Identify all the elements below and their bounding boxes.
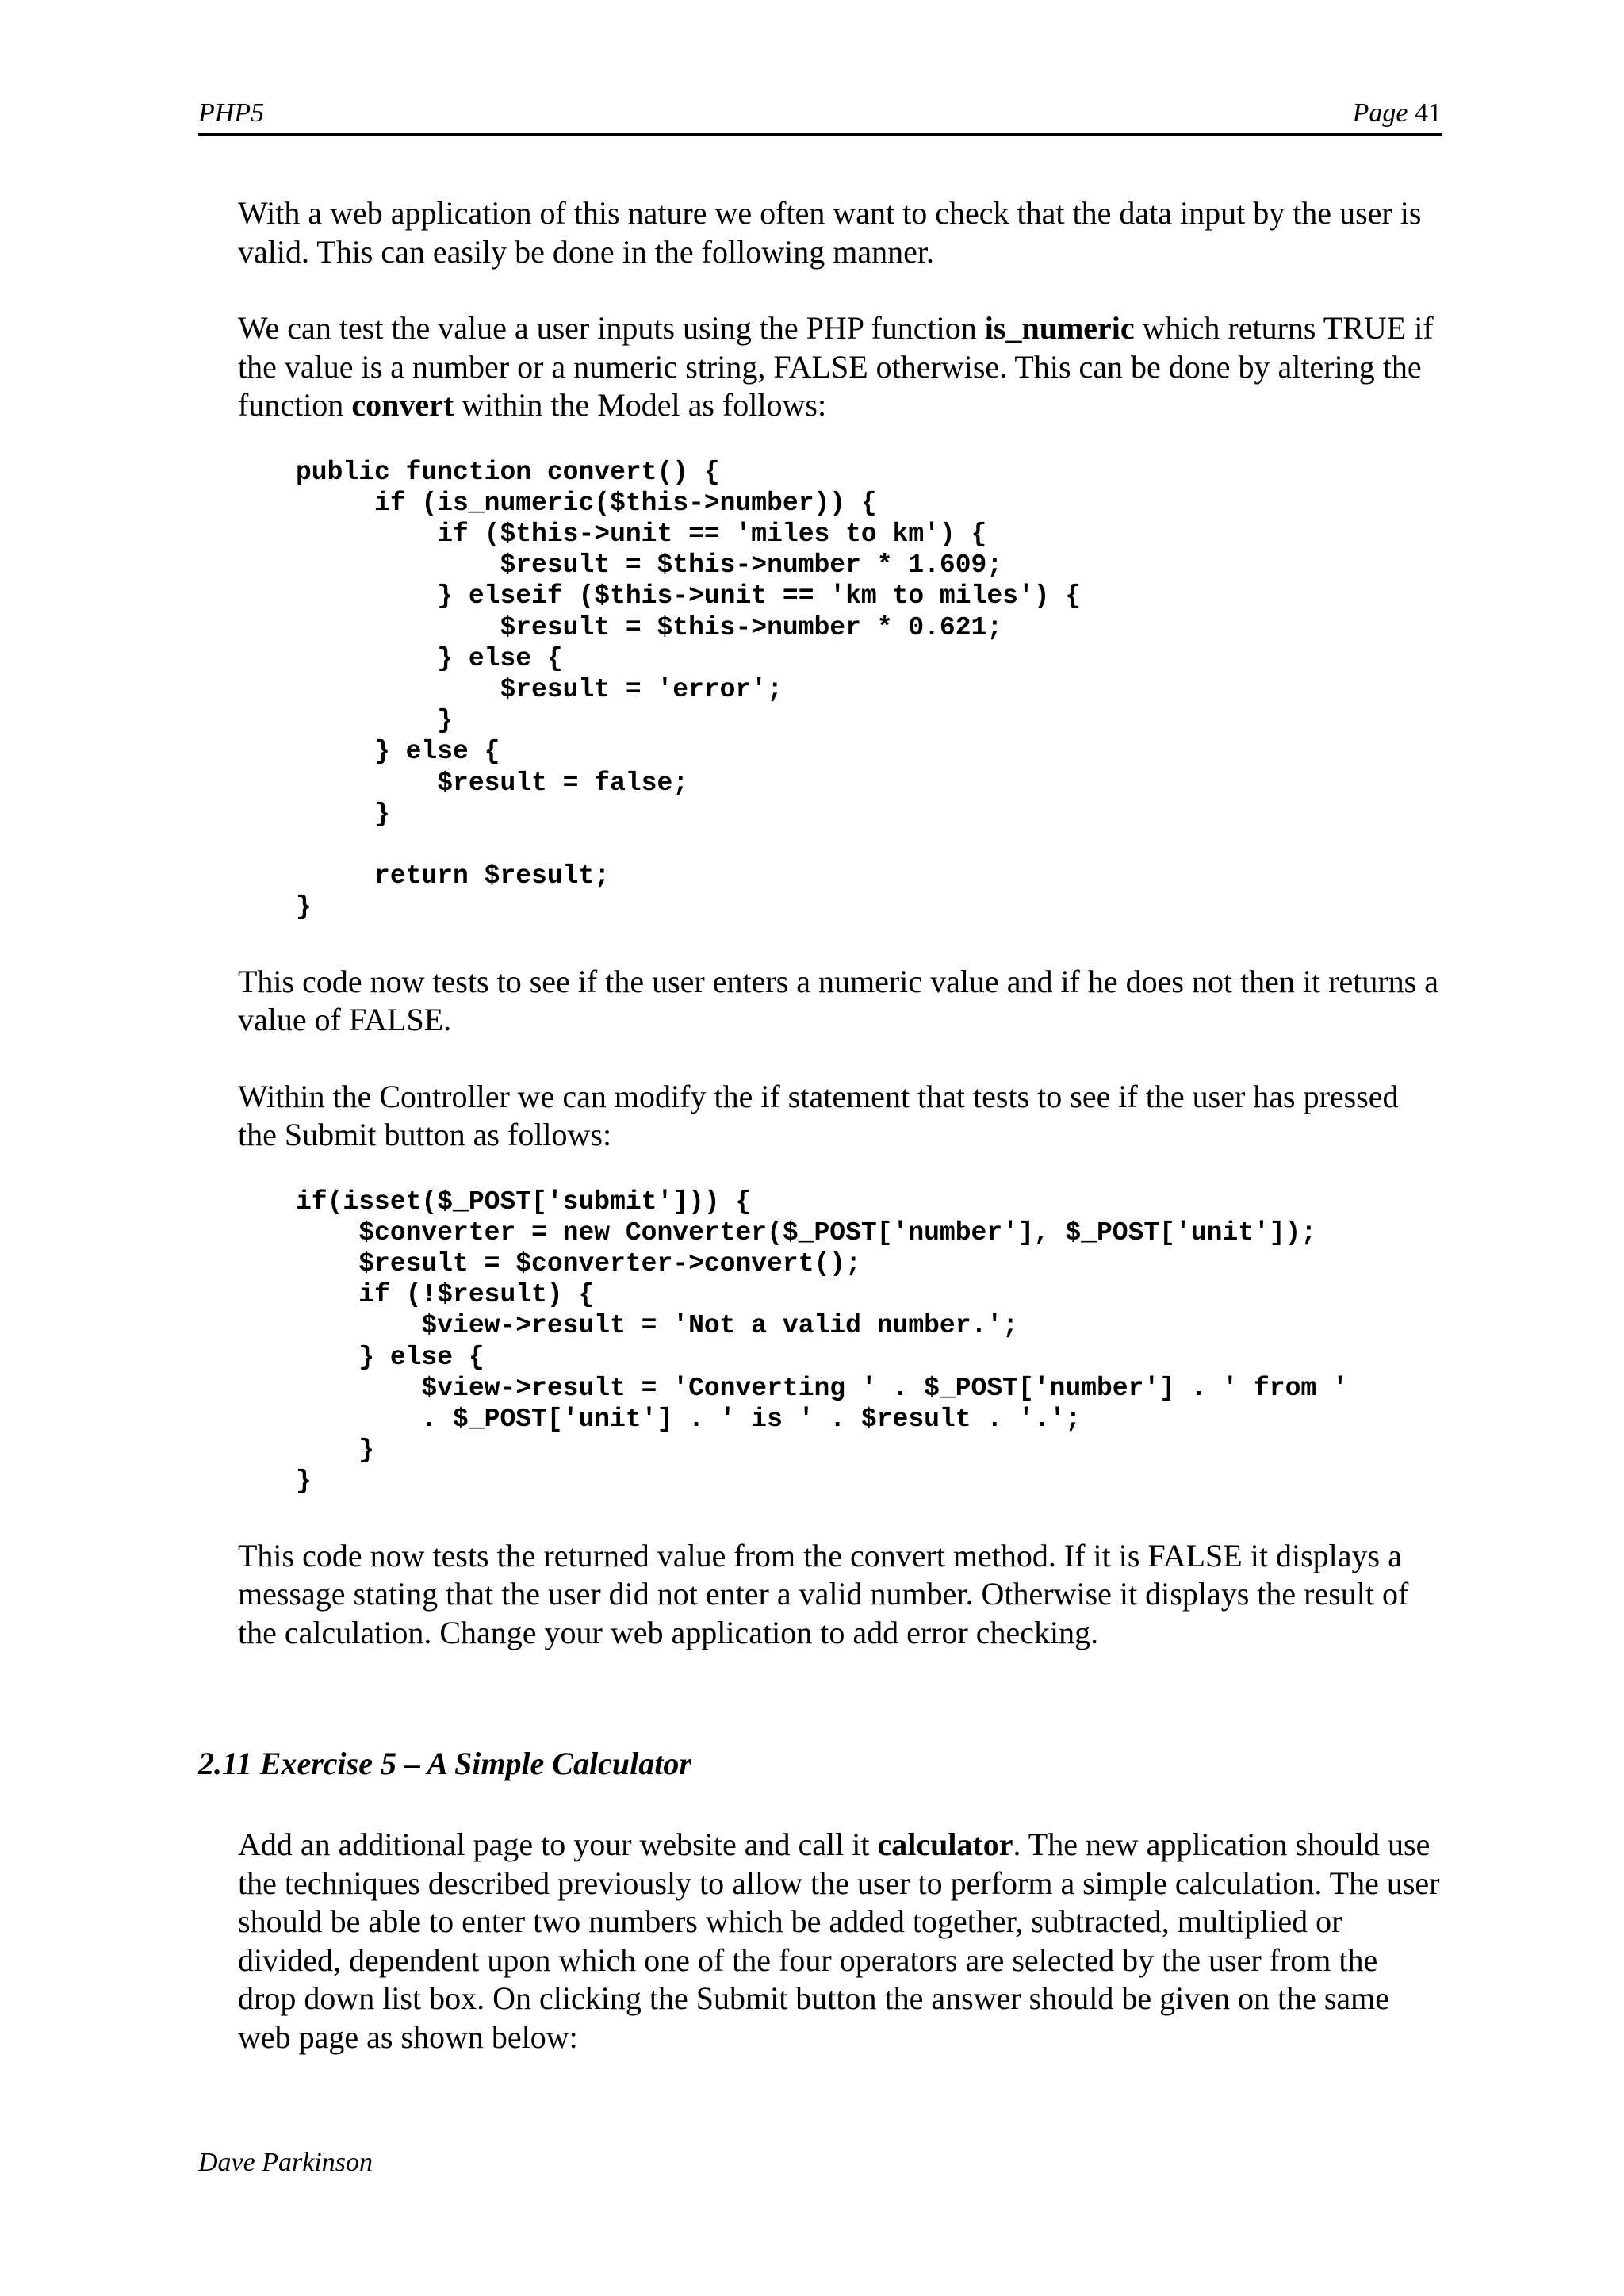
paragraph-controller: Within the Controller we can modify the if statement that tests to see if the user has pressed the Submit button as follows: <box>238 1078 1399 1153</box>
bold-term-is-numeric: is_numeric <box>984 310 1135 346</box>
section-content <box>238 1826 1443 2056</box>
paragraph-is-numeric <box>238 309 1443 425</box>
header-title: PHP5 <box>198 98 265 128</box>
code-block-convert-function: public function convert() { if (is_numeric($this->number)) { if ($this->unit == 'miles to km') { $result = $this->number * 1.609; } elseif ($this->unit == 'km to miles') { $result = $this->number * 0.621; } else { $result = 'error'; } } else { $result = false; } return $result; } <box>296 457 1082 922</box>
header-page-number <box>1353 98 1442 128</box>
paragraph-intro: With a web application of this nature we often want to check that the data input by the user is valid. This can easily be done in the following manner. <box>238 195 1422 270</box>
bold-term-calculator: calculator <box>877 1826 1013 1862</box>
paragraph-exercise <box>238 1826 1443 2056</box>
paragraph-text: We can test the value a user inputs using the PHP function <box>238 310 985 346</box>
bold-term-convert: convert <box>351 387 454 423</box>
paragraph-code-explanation: This code now tests to see if the user enters a numeric value and if he does not then it returns a value of FALSE. <box>238 963 1438 1038</box>
paragraph-text: . The new application should use the techniques described previously to allow the user to perform a simple calculation. The user should be able to enter two numbers which be added together, subtracted, multiplied or divided, dependent upon which one of the four operators are selected by the user from the drop down list box. On clicking the Submit button the answer should be given on the same web page as shown below: <box>238 1826 1440 2055</box>
section-heading: 2.11 Exercise 5 – A Simple Calculator <box>198 1746 691 1781</box>
paragraph-text: which returns TRUE if the value is a number or a numeric string, FALSE otherwise. This can be done by altering the function <box>238 310 1434 423</box>
main-content <box>238 194 1443 1652</box>
header-page-label: Page <box>1352 98 1408 128</box>
page-footer-author: Dave Parkinson <box>198 2148 373 2177</box>
paragraph-text: within the Model as follows: <box>454 387 827 423</box>
page-header <box>198 95 1442 136</box>
paragraph-return-explanation: This code now tests the returned value from the convert method. If it is FALSE it displays a message stating that the user did not enter a valid number. Otherwise it displays the result of the calculation. Change your web application to add error checking. <box>238 1537 1409 1650</box>
code-block-controller: if(isset($_POST['submit'])) { $converter = new Converter($_POST['number'], $_POST['unit']); $result = $converter->convert(); if (!$result) { $view->result = 'Not a valid number.'; } else { $view->result = 'Converting ' . $_POST['number'] . ' from ' . $_POST['unit'] . ' is ' . $result . '.'; } } <box>296 1186 1348 1497</box>
header-page-num: 41 <box>1415 98 1442 128</box>
paragraph-text: Add an additional page to your website and call it <box>238 1826 878 1862</box>
